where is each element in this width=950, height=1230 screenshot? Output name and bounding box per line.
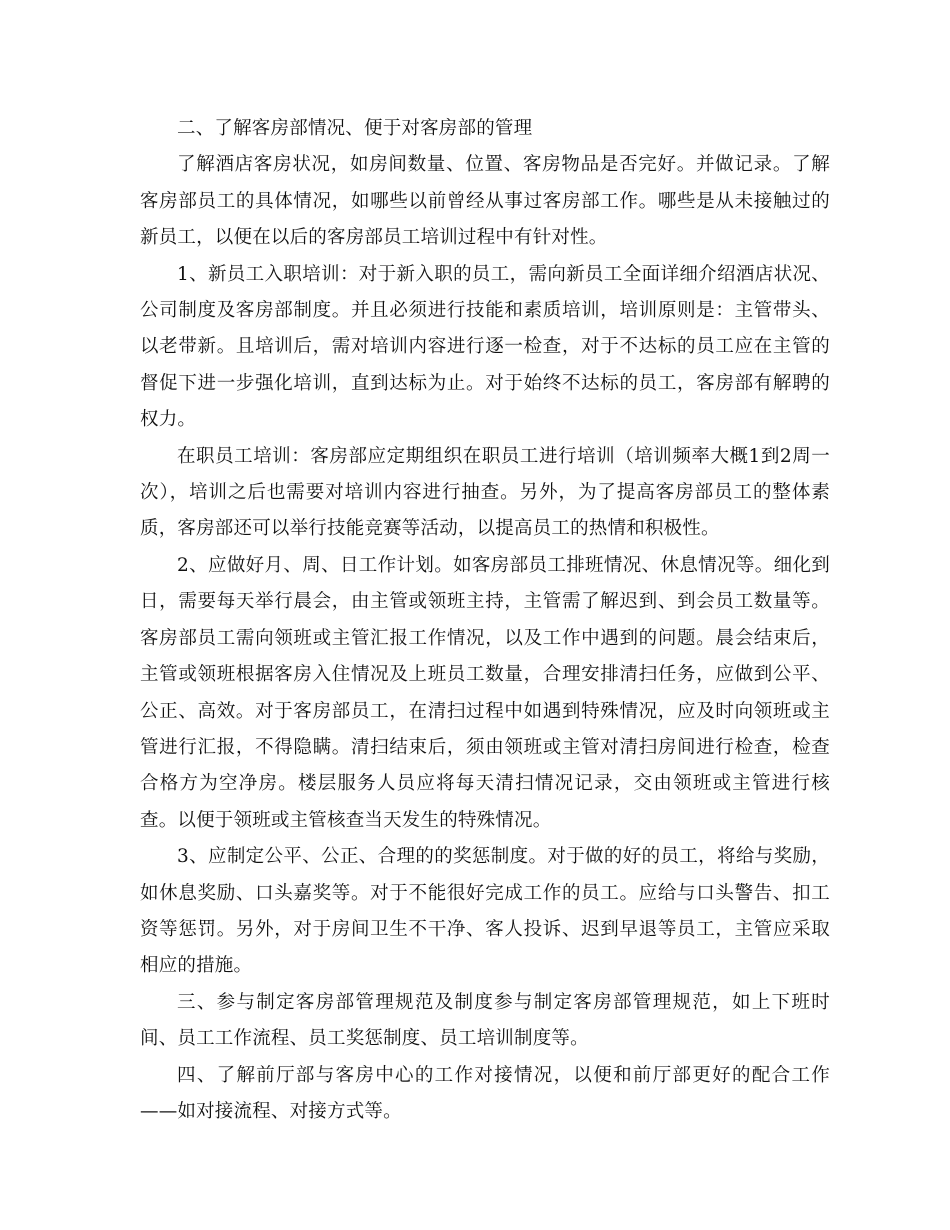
paragraph-onjob-training: 在职员工培训：客房部应定期组织在职员工进行培训（培训频率大概1到2周一次），培训之后也需要对培训内容进行抽查。另外，为了提高客房部员工的整体素质，客房部还可以举行技能竞赛等活动，以提高员工的热情和积极性。	[140, 445, 830, 540]
section-heading-2: 二、了解客房部情况、便于对客房部的管理	[177, 118, 533, 139]
section-heading-4: 四、了解前厅部与客房中心的工作对接情况，以便和前厅部更好的配合工作——如对接流程、对接方式等。	[140, 1064, 830, 1122]
paragraph-reward-punishment: 3、应制定公平、公正、合理的的奖惩制度。对于做的好的员工，将给与奖励，如休息奖励、口头嘉奖等。对于不能很好完成工作的员工。应给与口头警告、扣工资等惩罚。另外，对于房间卫生不干净、客人投诉、迟到早退等员工，主管应采取相应的措施。	[140, 846, 830, 977]
paragraph-new-staff-training: 1、新员工入职培训：对于新入职的员工，需向新员工全面详细介绍酒店状况、公司制度及客房部制度。并且必须进行技能和素质培训，培训原则是：主管带头、以老带新。且培训后，需对培训内容进行逐一检查，对于不达标的员工应在主管的督促下进一步强化培训，直到达标为止。对于始终不达标的员工，客房部有解聘的权力。	[140, 263, 830, 431]
section-heading-3: 三、参与制定客房部管理规范及制度参与制定客房部管理规范，如上下班时间、员工工作流程、员工奖惩制度、员工培训制度等。	[140, 991, 830, 1050]
paragraph-work-plan: 2、应做好月、周、日工作计划。如客房部员工排班情况、休息情况等。细化到日，需要每天举行晨会，由主管或领班主持，主管需了解迟到、到会员工数量等。客房部员工需向领班或主管汇报工作情况，以及工作中遇到的问题。晨会结束后，主管或领班根据客房入住情况及上班员工数量，合理安排清扫任务，应做到公平、公正、高效。对于客房部员工，在清扫过程中如遇到特殊情况，应及时向领班或主管进行汇报，不得隐瞒。清扫结束后，须由领班或主管对清扫房间进行检查，检查合格方为空净房。楼层服务人员应将每天清扫情况记录，交由领班或主管进行核查。以便于领班或主管核查当天发生的特殊情况。	[140, 554, 830, 831]
paragraph-room-status: 了解酒店客房状况，如房间数量、位置、客房物品是否完好。并做记录。了解客房部员工的具体情况，如哪些以前曾经从事过客房部工作。哪些是从未接触过的新员工，以便在以后的客房部员工培训过程中有针对性。	[140, 154, 830, 249]
document-body	[140, 111, 830, 1130]
